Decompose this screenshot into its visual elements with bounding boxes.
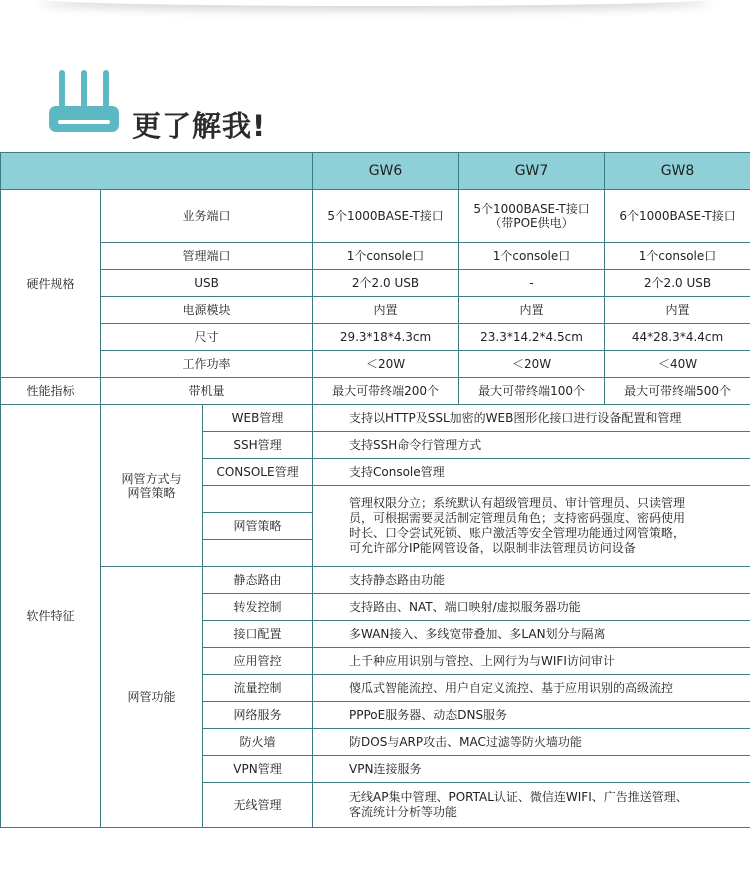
cell-gw8: 2个2.0 USB — [605, 270, 750, 297]
row-label: 工作功率 — [101, 351, 313, 378]
cell-gw8: 6个1000BASE-T接口 — [605, 190, 750, 243]
page-title: 更了解我! — [132, 109, 267, 143]
model-header-gw7: GW7 — [459, 153, 605, 190]
policy-desc-line: 时长、口令尝试死锁、账户激活等安全管理功能通过网管策略， — [349, 526, 686, 540]
table-row — [1, 567, 750, 594]
cell-gw8: ＜40W — [605, 351, 750, 378]
model-header-gw8: GW8 — [605, 153, 750, 190]
row-label: USB — [101, 270, 313, 297]
feature-label: SSH管理 — [203, 432, 313, 459]
cell-gw6: 内置 — [313, 297, 459, 324]
row-label: 电源模块 — [101, 297, 313, 324]
feature-desc: 支持路由、NAT、端口映射/虚拟服务器功能 — [313, 594, 750, 621]
router-icon — [48, 68, 120, 136]
policy-desc-line: 管理权限分立；系统默认有超级管理员、审计管理员、只读管理 — [349, 496, 686, 510]
policy-desc-line: 可允许部分IP能网管设备，以限制非法管理员访问设备 — [349, 541, 636, 555]
cell-gw8: 1个console口 — [605, 243, 750, 270]
feature-label-blank — [203, 486, 313, 513]
feature-desc: 支持Console管理 — [313, 459, 750, 486]
feature-desc: 防DOS与ARP攻击、MAC过滤等防火墙功能 — [313, 729, 750, 756]
feature-label: VPN管理 — [203, 756, 313, 783]
feature-desc: 支持静态路由功能 — [313, 567, 750, 594]
group-mgmt-line2: 网管策略 — [127, 485, 176, 500]
group-mgmt-line1: 网管方式与 — [121, 471, 182, 486]
cell-gw7 — [459, 190, 605, 243]
table-row — [1, 378, 750, 405]
header-blank-cell — [1, 153, 313, 190]
feature-label: 静态路由 — [203, 567, 313, 594]
feature-label: 网络服务 — [203, 702, 313, 729]
feature-label: WEB管理 — [203, 405, 313, 432]
top-divider-shadow — [40, 0, 710, 6]
cell-gw7: ＜20W — [459, 351, 605, 378]
row-label: 业务端口 — [101, 190, 313, 243]
row-label: 尺寸 — [101, 324, 313, 351]
model-header-gw6: GW6 — [313, 153, 459, 190]
category-software: 软件特征 — [1, 405, 101, 828]
cell-gw7: 1个console口 — [459, 243, 605, 270]
cell-gw7: 内置 — [459, 297, 605, 324]
feature-label: 应用管控 — [203, 648, 313, 675]
policy-desc — [313, 486, 750, 567]
table-row — [1, 270, 750, 297]
cell-gw7: - — [459, 270, 605, 297]
row-label: 带机量 — [101, 378, 313, 405]
cell-gw6: 2个2.0 USB — [313, 270, 459, 297]
cell-gw6: 最大可带终端200个 — [313, 378, 459, 405]
cell-gw8: 内置 — [605, 297, 750, 324]
feature-desc: PPPoE服务器、动态DNS服务 — [313, 702, 750, 729]
feature-label: 无线管理 — [203, 783, 313, 828]
table-row — [1, 297, 750, 324]
feature-label: 网管策略 — [203, 513, 313, 540]
cell-gw7: 最大可带终端100个 — [459, 378, 605, 405]
category-performance: 性能指标 — [1, 378, 101, 405]
feature-label: 防火墙 — [203, 729, 313, 756]
feature-label: CONSOLE管理 — [203, 459, 313, 486]
feature-desc: 支持SSH命令行管理方式 — [313, 432, 750, 459]
category-hardware: 硬件规格 — [1, 190, 101, 378]
table-header-row — [1, 153, 750, 190]
section-header — [48, 68, 448, 143]
cell-gw6: 5个1000BASE-T接口 — [313, 190, 459, 243]
table-row — [1, 243, 750, 270]
feature-label-blank — [203, 540, 313, 567]
wireless-desc-line: 客流统计分析等功能 — [349, 805, 458, 819]
feature-desc: 支持以HTTP及SSL加密的WEB图形化接口进行设备配置和管理 — [313, 405, 750, 432]
group-func: 网管功能 — [101, 567, 203, 828]
cell-gw7-line2: （带POE供电） — [489, 216, 574, 230]
feature-label: 接口配置 — [203, 621, 313, 648]
table-row — [1, 190, 750, 243]
spec-table — [0, 152, 750, 828]
table-row — [1, 351, 750, 378]
wireless-desc — [313, 783, 750, 828]
group-mgmt — [101, 405, 203, 567]
table-row — [1, 405, 750, 432]
table-row — [1, 324, 750, 351]
cell-gw8: 最大可带终端500个 — [605, 378, 750, 405]
cell-gw8: 44*28.3*4.4cm — [605, 324, 750, 351]
cell-gw6: ＜20W — [313, 351, 459, 378]
feature-desc: 多WAN接入、多线宽带叠加、多LAN划分与隔离 — [313, 621, 750, 648]
feature-desc: VPN连接服务 — [313, 756, 750, 783]
cell-gw6: 29.3*18*4.3cm — [313, 324, 459, 351]
cell-gw6: 1个console口 — [313, 243, 459, 270]
feature-desc: 上千种应用识别与管控、上网行为与WIFI访问审计 — [313, 648, 750, 675]
policy-desc-line: 员，可根据需要灵活制定管理员角色；支持密码强度、密码使用 — [349, 511, 686, 525]
wireless-desc-line: 无线AP集中管理、PORTAL认证、微信连WIFI、广告推送管理、 — [349, 790, 688, 804]
feature-label: 流量控制 — [203, 675, 313, 702]
feature-desc: 傻瓜式智能流控、用户自定义流控、基于应用识别的高级流控 — [313, 675, 750, 702]
cell-gw7-line1: 5个1000BASE-T接口 — [473, 202, 590, 216]
feature-label: 转发控制 — [203, 594, 313, 621]
cell-gw7: 23.3*14.2*4.5cm — [459, 324, 605, 351]
row-label: 管理端口 — [101, 243, 313, 270]
